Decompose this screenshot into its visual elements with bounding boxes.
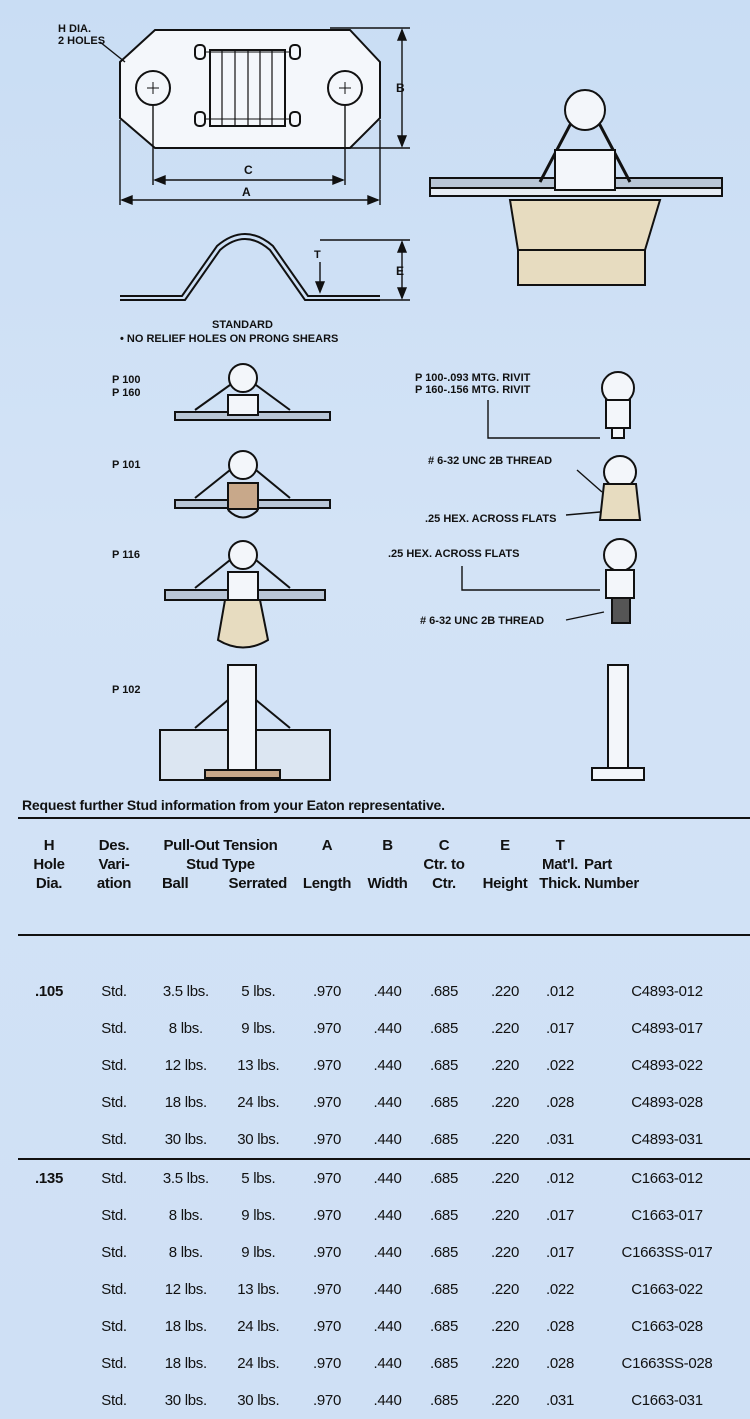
cell-a: .970 [293, 1159, 361, 1197]
h-dia-label: H DIA. [58, 23, 91, 35]
header-part: Part Number [584, 856, 639, 892]
cell-part: C1663-012 [584, 1159, 750, 1197]
cell-a: .970 [313, 1020, 341, 1037]
thread-label-2: # 6-32 UNC 2B THREAD [420, 615, 545, 627]
cell-e: .220 [474, 1159, 536, 1197]
cell-h [18, 1047, 80, 1084]
cell-e: .220 [491, 1094, 519, 1111]
header-row [18, 836, 750, 893]
cell-c: .685 [430, 1318, 458, 1335]
cell-t: .028 [546, 1355, 574, 1372]
variant-p102-label: P 102 [112, 684, 141, 696]
cell-t: .017 [546, 1244, 574, 1261]
cell-des: Std. [101, 1281, 127, 1298]
cell-t: .012 [546, 983, 574, 1000]
cell-e: .220 [491, 1355, 519, 1372]
cell-ball: 12 lbs. [164, 1057, 207, 1074]
cell-des: Std. [101, 1318, 127, 1335]
cell-des: Std. [80, 1159, 148, 1197]
cell-ball: 18 lbs. [164, 1355, 207, 1372]
standard-label: STANDARD [212, 319, 273, 331]
header-h: H Hole Dia. [33, 837, 65, 892]
cell-des: Std. [101, 1392, 127, 1409]
cell-ball: 8 lbs. [168, 1020, 203, 1037]
cell-des: Std. [101, 1094, 127, 1111]
header-c: C Ctr. to Ctr. [423, 837, 465, 892]
cell-h [18, 1271, 80, 1308]
cell-serrated: 13 lbs. [237, 1281, 280, 1298]
cell-serrated: 5 lbs. [224, 1159, 293, 1197]
cell-t: .022 [546, 1057, 574, 1074]
variant-p102-drawing [160, 665, 330, 780]
cell-h [18, 1345, 80, 1382]
cell-serrated: 9 lbs. [241, 1207, 276, 1224]
header-t: T Mat'l. Thick. [539, 837, 581, 892]
cell-des: Std. [101, 1244, 127, 1261]
cell-b: .440 [373, 1355, 402, 1372]
cell-c: .685 [430, 1281, 458, 1298]
stud-drawings [592, 372, 644, 780]
thread-label-1: # 6-32 UNC 2B THREAD [428, 455, 553, 467]
cell-des: Std. [101, 1131, 127, 1148]
cell-serrated: 13 lbs. [237, 1057, 280, 1074]
cell-ball: 12 lbs. [164, 1281, 207, 1298]
side-profile-drawing [120, 234, 380, 300]
cell-t: .031 [546, 1392, 574, 1409]
table-row [18, 1084, 750, 1121]
dim-e-label: E [396, 264, 405, 278]
cell-a: .970 [313, 1355, 341, 1372]
dim-a-label: A [242, 185, 251, 199]
cell-des: Std. [101, 1355, 127, 1372]
cell-part: C1663SS-028 [621, 1355, 713, 1372]
cell-part: C4893-031 [631, 1131, 703, 1148]
rivet-p100-label: P 100-.093 MTG. RIVIT [415, 372, 531, 384]
cell-c: .685 [430, 1392, 458, 1409]
cell-b: .440 [373, 1244, 402, 1261]
cell-t: .022 [546, 1281, 574, 1298]
cell-ball: 30 lbs. [164, 1392, 207, 1409]
variant-p116-drawing [165, 541, 325, 648]
cell-c: .685 [430, 983, 458, 1000]
cell-ball: 18 lbs. [164, 1094, 207, 1111]
cell-c: .685 [430, 1207, 458, 1224]
header-ball: Ball [162, 875, 189, 892]
cell-b: .440 [373, 1131, 402, 1148]
leader-lines [462, 400, 604, 620]
cell-b: .440 [373, 1392, 402, 1409]
cell-ball: 30 lbs. [164, 1131, 207, 1148]
cell-h [18, 1382, 80, 1419]
cell-e: .220 [491, 1207, 519, 1224]
cell-part: C1663-031 [631, 1392, 703, 1409]
cell-serrated: 30 lbs. [237, 1131, 280, 1148]
cell-a: .970 [313, 1392, 341, 1409]
cell-e: .220 [491, 1281, 519, 1298]
table-row [18, 973, 750, 1010]
cell-b: .440 [373, 983, 402, 1000]
table-body [18, 973, 750, 1419]
spec-table [18, 836, 750, 1419]
plan-view-drawing [120, 30, 380, 148]
cell-b: .440 [373, 1207, 402, 1224]
cell-part: C1663SS-017 [621, 1244, 713, 1261]
header-des: Des. Vari- ation [96, 837, 132, 892]
cell-a: .970 [313, 983, 341, 1000]
dim-t-label: T [314, 249, 321, 261]
table-row [18, 1308, 750, 1345]
stud-info-note: Request further Stud information from your Eaton representative. [22, 797, 445, 813]
variant-p100-drawing [175, 364, 330, 420]
cell-serrated: 9 lbs. [241, 1020, 276, 1037]
table-row [18, 1047, 750, 1084]
cell-e: .220 [491, 1057, 519, 1074]
table-row [18, 1010, 750, 1047]
cell-h [18, 1010, 80, 1047]
cell-a: .970 [313, 1131, 341, 1148]
cell-ball: 3.5 lbs. [148, 1159, 224, 1197]
cell-b: .440 [373, 1281, 402, 1298]
header-a: A Length [302, 837, 352, 892]
table-row [18, 1345, 750, 1382]
cell-c: .685 [430, 1057, 458, 1074]
cell-t: .017 [546, 1020, 574, 1037]
cell-serrated: 5 lbs. [241, 983, 276, 1000]
header-rule [18, 893, 750, 935]
variant-p101-label: P 101 [112, 459, 141, 471]
cell-c: .685 [430, 1244, 458, 1261]
hex-label-2: .25 HEX. ACROSS FLATS [388, 548, 520, 560]
cell-b: .440 [373, 1057, 402, 1074]
cell-serrated: 9 lbs. [241, 1244, 276, 1261]
cell-b: .440 [373, 1094, 402, 1111]
cell-h [18, 1084, 80, 1121]
header-b: B Width [367, 837, 408, 892]
no-relief-note: • NO RELIEF HOLES ON PRONG SHEARS [120, 333, 339, 345]
cell-b: .440 [361, 1159, 414, 1197]
cell-c: .685 [430, 1355, 458, 1372]
cell-e: .220 [491, 1020, 519, 1037]
assembly-section-drawing [430, 90, 722, 285]
cell-part: C1663-017 [631, 1207, 703, 1224]
cell-a: .970 [313, 1207, 341, 1224]
cell-t: .012 [536, 1159, 584, 1197]
cell-a: .970 [313, 1244, 341, 1261]
header-serrated: Serrated [228, 875, 287, 892]
cell-c: .685 [414, 1159, 474, 1197]
rivet-p160-label: P 160-.156 MTG. RIVIT [415, 384, 531, 396]
cell-e: .220 [491, 1318, 519, 1335]
cell-serrated: 24 lbs. [237, 1355, 280, 1372]
table-row [18, 1159, 750, 1197]
cell-h [18, 1308, 80, 1345]
cell-part: C1663-028 [631, 1318, 703, 1335]
table-row [18, 1197, 750, 1234]
hex-label-1: .25 HEX. ACROSS FLATS [425, 513, 557, 525]
cell-part: C1663-022 [631, 1281, 703, 1298]
cell-serrated: 24 lbs. [237, 1318, 280, 1335]
cell-a: .970 [313, 1318, 341, 1335]
cell-serrated: 24 lbs. [237, 1094, 280, 1111]
table-row [18, 1121, 750, 1159]
cell-t: .028 [546, 1318, 574, 1335]
cell-t: .017 [546, 1207, 574, 1224]
cell-c: .685 [430, 1020, 458, 1037]
cell-des: Std. [101, 1020, 127, 1037]
cell-e: .220 [491, 1131, 519, 1148]
table-row [18, 1382, 750, 1419]
header-pullout: Pull-Out Tension Stud Type Ball Serrated [162, 837, 287, 892]
cell-a: .970 [313, 1057, 341, 1074]
cell-h: .135 [18, 1159, 80, 1197]
cell-e: .220 [491, 1244, 519, 1261]
cell-part: C4893-022 [631, 1057, 703, 1074]
cell-des: Std. [101, 983, 127, 1000]
cell-ball: 8 lbs. [168, 1244, 203, 1261]
cell-serrated: 30 lbs. [237, 1392, 280, 1409]
cell-t: .031 [546, 1131, 574, 1148]
cell-c: .685 [430, 1131, 458, 1148]
cell-h [18, 1197, 80, 1234]
variant-p116-label: P 116 [112, 549, 140, 561]
variant-p160-label: P 160 [112, 387, 141, 399]
cell-a: .970 [313, 1281, 341, 1298]
cell-part: C4893-017 [631, 1020, 703, 1037]
dim-c-label: C [244, 163, 253, 177]
cell-t: .028 [546, 1094, 574, 1111]
variant-p100-label: P 100 [112, 374, 141, 386]
header-rule-line [18, 935, 750, 973]
cell-b: .440 [373, 1020, 402, 1037]
holes-label: 2 HOLES [58, 35, 106, 47]
cell-des: Std. [101, 1207, 127, 1224]
cell-des: Std. [101, 1057, 127, 1074]
dim-b-label: B [396, 81, 405, 95]
cell-b: .440 [373, 1318, 402, 1335]
cell-part: C4893-012 [631, 983, 703, 1000]
table-row [18, 1234, 750, 1271]
cell-ball: 3.5 lbs. [162, 983, 209, 1000]
cell-e: .220 [491, 1392, 519, 1409]
cell-ball: 18 lbs. [164, 1318, 207, 1335]
cell-ball: 8 lbs. [168, 1207, 203, 1224]
variant-p101-drawing [175, 451, 330, 518]
header-e: E Height [482, 837, 528, 892]
cell-e: .220 [491, 983, 519, 1000]
cell-h [18, 1121, 80, 1159]
table-top-rule [18, 817, 750, 819]
cell-h: .105 [35, 983, 63, 1000]
cell-h [18, 1234, 80, 1271]
cell-c: .685 [430, 1094, 458, 1111]
cell-part: C4893-028 [631, 1094, 703, 1111]
table-row [18, 1271, 750, 1308]
cell-a: .970 [313, 1094, 341, 1111]
